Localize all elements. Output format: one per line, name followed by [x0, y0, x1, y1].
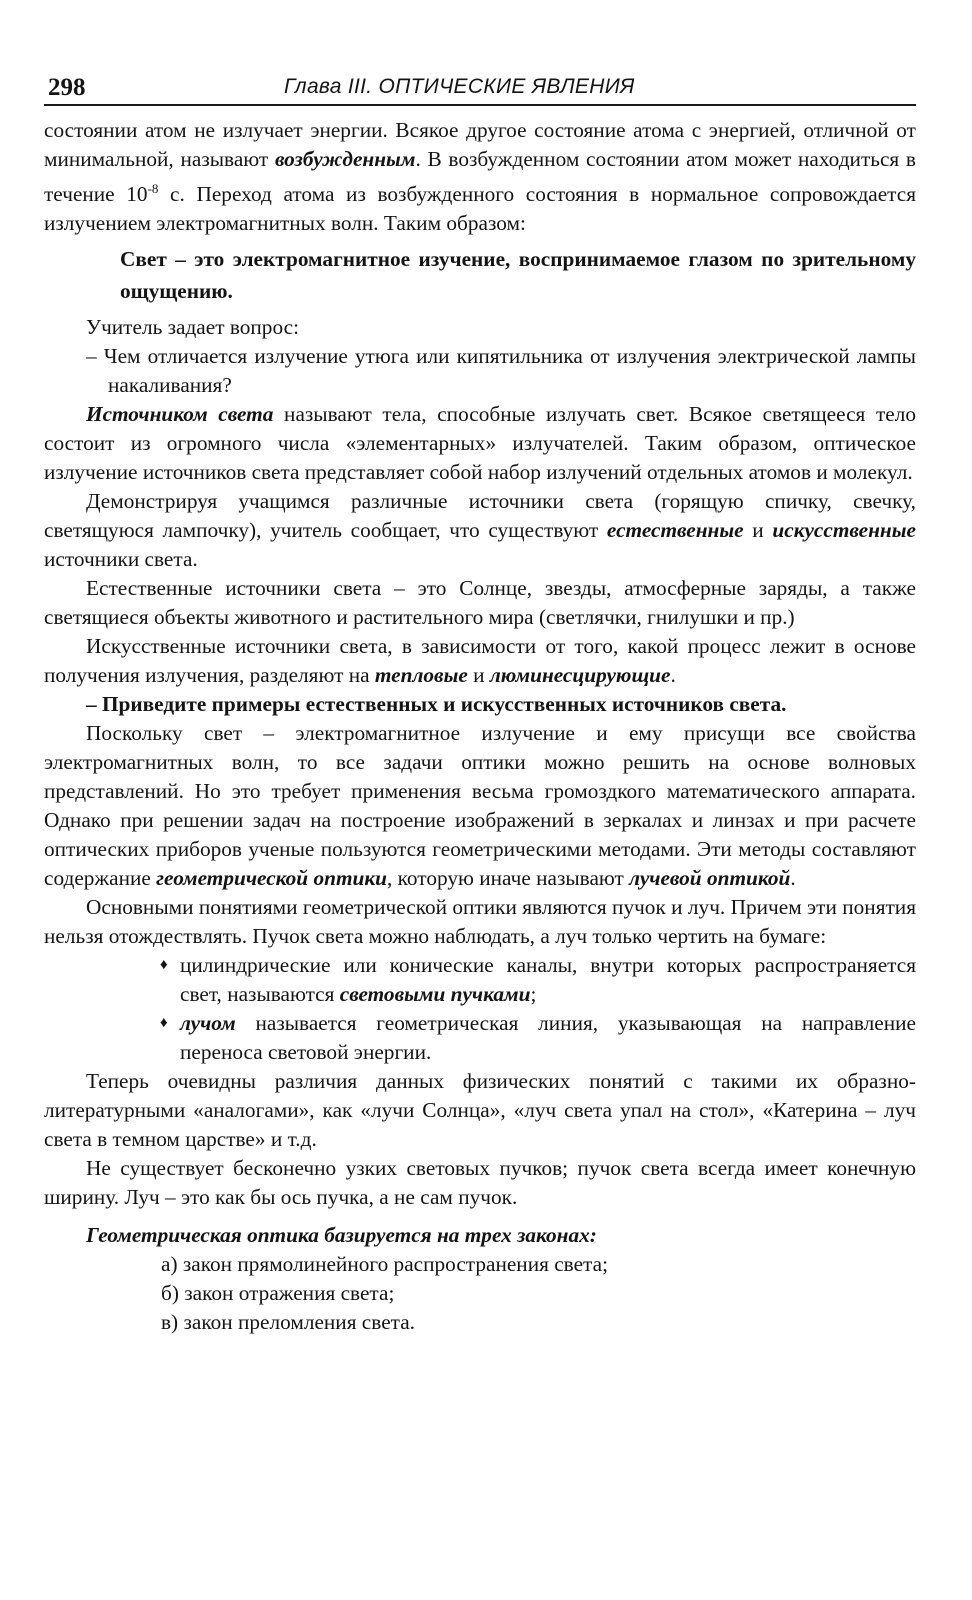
paragraph-beam-and-ray: Основными понятиями геометрической оптики являются пучок и луч. Причем эти понятия нельзя отождествлять. Пучок света можно наблюдать, а луч только чертить на бумаге: [44, 895, 916, 949]
term-excited: возбужденным [274, 147, 416, 171]
chapter-title: Глава III. ОПТИЧЕСКИЕ ЯВЛЕНИЯ [284, 75, 635, 98]
diamond-bullet-icon: ♦ [160, 1015, 168, 1032]
laws-heading: Геометрическая оптика базируется на трех законах: [86, 1223, 597, 1248]
exponent: -8 [147, 181, 159, 196]
term-ray-optics: лучевой оптикой [629, 866, 791, 891]
term-luminescent: люминесцирующие [489, 663, 671, 688]
law-item: а) закон прямолинейного распространения света; [161, 1252, 608, 1277]
term-ray: лучом [180, 1011, 236, 1036]
paragraph-demonstration: Демонстрируя учащимся различные источники света (горящую спичку, свечку, светящуюся лампочку), учитель сообщает, что существуют естественные и искусственные источники света. [44, 489, 916, 572]
paragraph-beam-width: Не существует бесконечно узких световых пучков; пучок света всегда имеет конечную ширину. Луч – это как бы ось пучка, а не сам пучок. [44, 1156, 916, 1210]
task-examples: – Приведите примеры естественных и искусственных источников света. [86, 692, 787, 717]
law-item: в) закон преломления света. [161, 1310, 415, 1335]
paragraph-artificial-sources: Искусственные источники света, в зависимости от того, какой процесс лежит в основе получения излучения, разделяют на тепловые и люминесцирующие. [44, 634, 916, 688]
page-header [44, 70, 916, 106]
term-natural: естественные [606, 518, 744, 543]
bullet-item-beams: ♦ цилиндрические или конические каналы, внутри которых распространяется свет, называются световыми пучками; [160, 953, 916, 1007]
term-light-source: Источником света [86, 402, 274, 427]
diamond-bullet-icon: ♦ [160, 957, 168, 974]
light-definition: Свет – это электромагнитное изучение, воспринимаемое глазом по зрительному ощущению. [120, 247, 916, 304]
bullet-item-ray: ♦ лучом называется геометрическая линия, указывающая на направление переноса световой энергии. [160, 1011, 916, 1065]
paragraph-geometric-optics: Поскольку свет – электромагнитное излучение и ему присущи все свойства электромагнитных волн, то все задачи оптики можно решить на основе волновых представлений. Но это требует применения весьма громоздкого математического аппарата. Однако при решении задач на построение изображений в зеркалах и линзах и при расчете оптических приборов ученые пользуются геометрическими методами. Эти методы составляют содержание геометрической оптики, которую иначе называют лучевой оптикой. [44, 721, 916, 891]
book-page [44, 70, 916, 1337]
teacher-question: – Чем отличается излучение утюга или кипятильника от излучения электрической лампы накаливания? [86, 344, 916, 398]
paragraph-differences: Теперь очевидны различия данных физических понятий с такими их образно-литературными «аналогами», как «лучи Солнца», «луч света упал на стол», «Катерина – луч света в темном царстве» и т.д. [44, 1069, 916, 1152]
page-number: 298 [48, 74, 86, 101]
law-item: б) закон отражения света; [161, 1281, 395, 1306]
page-body [44, 116, 916, 1337]
bullet-list [160, 951, 916, 1067]
term-geometric-optics: геометрической оптики [156, 866, 388, 891]
term-light-beams: световыми пучками [339, 982, 531, 1007]
term-thermal: тепловые [374, 663, 468, 688]
term-artificial: искусственные [772, 518, 916, 543]
paragraph-light-sources: Источником света называют тела, способные излучать свет. Всякое светящееся тело состоит из огромного числа «элементарных» излучателей. Таким образом, оптическое излучение источников света представляет собой набор излучений отдельных атомов и молекул. [44, 402, 917, 485]
paragraph-natural-sources: Естественные источники света – это Солнце, звезды, атмосферные заряды, а также светящиеся объекты животного и растительного мира (светлячки, гнилушки и пр.) [44, 576, 916, 630]
paragraph-excited-state: состоянии атом не излучает энергии. Всякое другое состояние атома с энергией, отличной от минимальной, называют возбужденным. В возбужденном состоянии атом может находиться в течение $10^{-8}$ с. Переход атома из возбужденного состояния в нормальное сопровождается излучением электромагнитных волн. Таким образом: [44, 118, 917, 236]
teacher-question-intro: Учитель задает вопрос: [86, 315, 300, 340]
